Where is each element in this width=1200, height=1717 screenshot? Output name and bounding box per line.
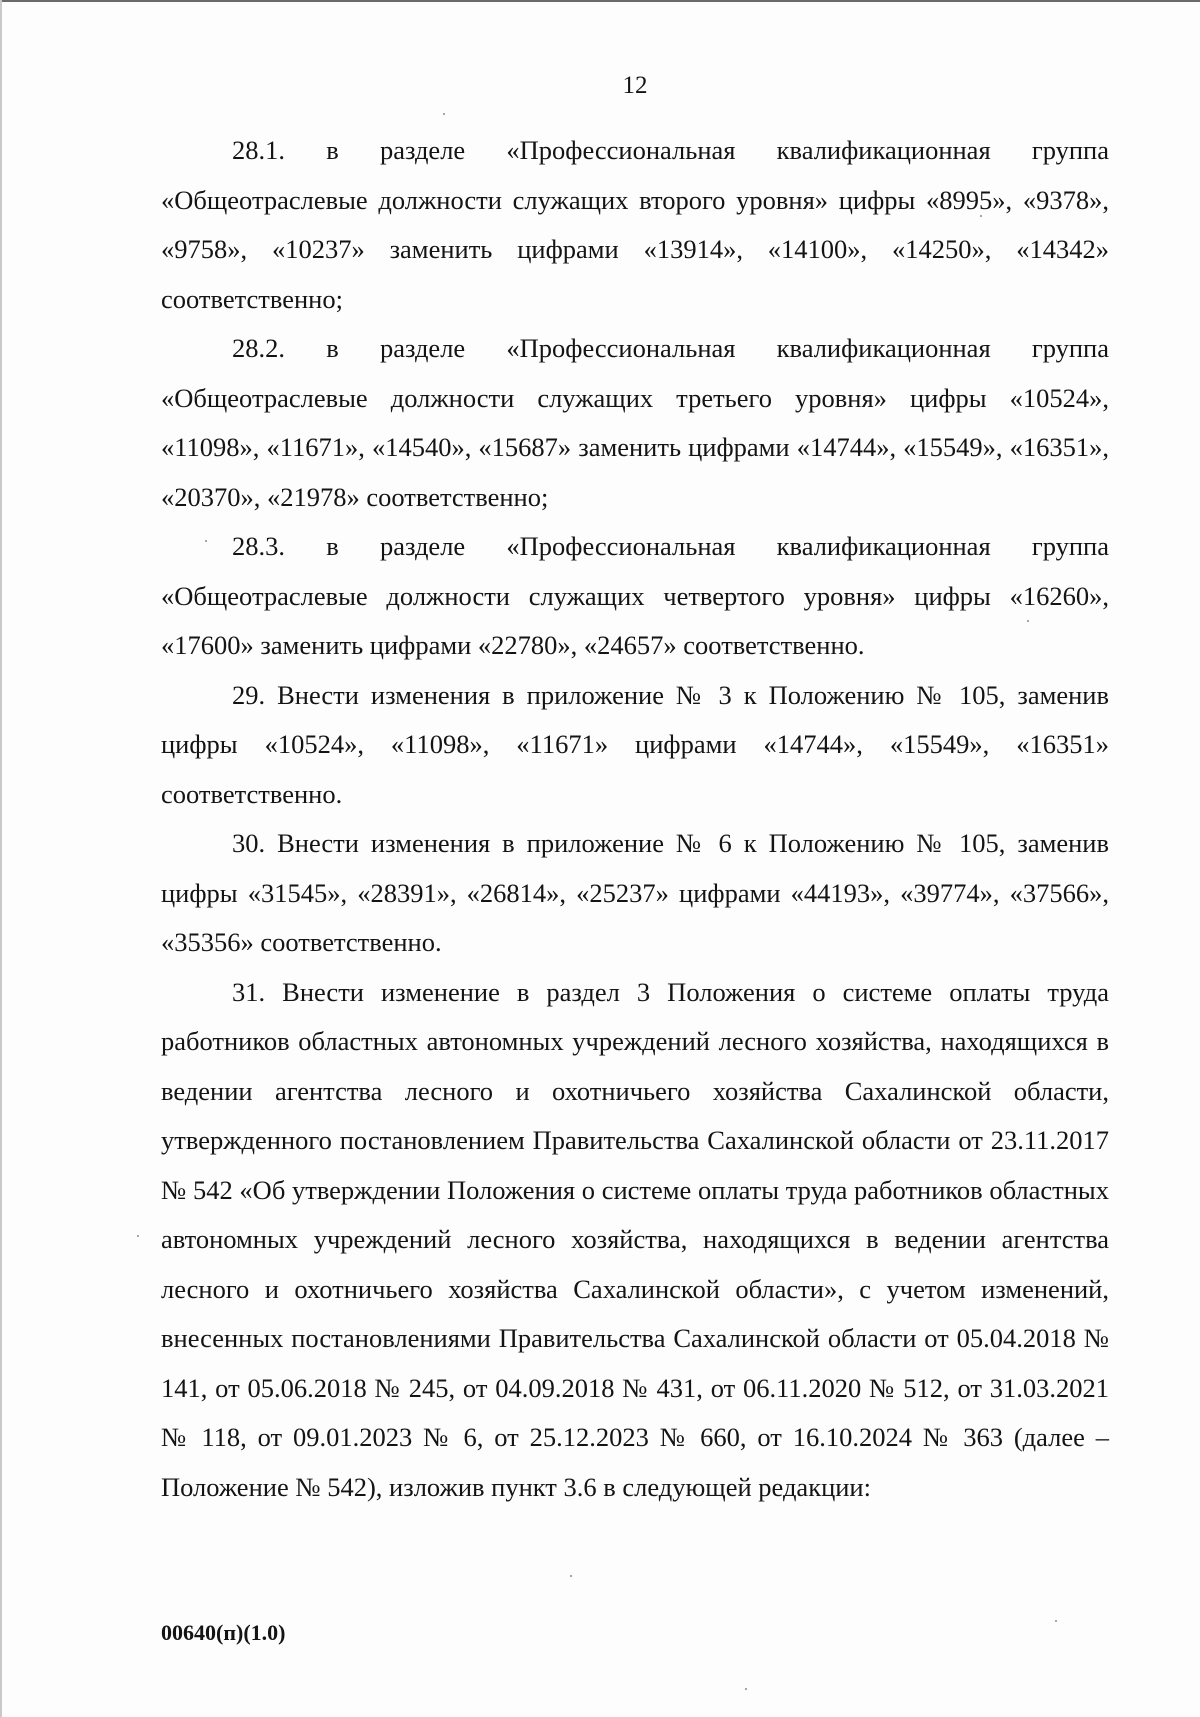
paragraph-29: 29. Внести изменения в приложение № 3 к Положению № 105, заменив цифры «10524», «11098», «11671» цифрами «14744», «15549», «16351» соответственно.	[161, 679, 1109, 809]
scan-speck	[443, 113, 445, 115]
scan-speck	[980, 215, 982, 217]
scan-speck	[570, 1575, 572, 1577]
paragraph-28-2: 28.2. в разделе «Профессиональная квалификационная группа «Общеотраслевые должности служащих третьего уровня» цифры «10524», «11098», «11671», «14540», «15687» заменить цифрами «14744», «15549», «16351», «20370», «21978» соответственно;	[161, 333, 1109, 512]
scan-edge-top	[0, 0, 1200, 2]
scan-speck	[137, 1235, 139, 1237]
scan-speck	[1027, 620, 1029, 622]
document-body	[161, 126, 1109, 1512]
document-code: 00640(п)(1.0)	[161, 1620, 286, 1645]
paragraph-30: 30. Внести изменения в приложение № 6 к Положению № 105, заменив цифры «31545», «28391», «26814», «25237» цифрами «44193», «39774», «37566», «35356» соответственно.	[161, 828, 1109, 957]
paragraph-31: 31. Внести изменение в раздел 3 Положения о системе оплаты труда работников областных автономных учреждений лесного хозяйства, находящихся в ведении агентства лесного и охотничьего хозяйства Сахалинской области, утвержденного постановлением Правительства Сахалинской области от 23.11.2017 № 542 «Об утверждении Положения о системе оплаты труда работников областных автономных учреждений лесного хозяйства, находящихся в ведении агентства лесного и охотничьего хозяйства Сахалинской области», с учетом изменений, внесенных постановлениями Правительства Сахалинской области от 05.04.2018 № 141, от 05.06.2018 № 245, от 04.09.2018 № 431, от 06.11.2020 № 512, от 31.03.2021 № 118, от 09.01.2023 № 6, от 25.12.2023 № 660, от 16.10.2024 № 363 (далее – Положение № 542), изложив пункт 3.6 в следующей редакции:	[161, 976, 1109, 1502]
scan-edge-left	[0, 0, 2, 1717]
scan-speck	[745, 1688, 747, 1690]
page-number: 12	[622, 72, 648, 99]
paragraph-28-1: 28.1. в разделе «Профессиональная квалификационная группа «Общеотраслевые должности служащих второго уровня» цифры «8995», «9378», «9758», «10237» заменить цифрами «13914», «14100», «14250», «14342» соответственно;	[161, 135, 1109, 314]
paragraph-28-3: 28.3. в разделе «Профессиональная квалификационная группа «Общеотраслевые должности служащих четвертого уровня» цифры «16260», «17600» заменить цифрами «22780», «24657» соответственно.	[161, 531, 1109, 660]
scan-speck	[205, 540, 207, 542]
scan-speck	[1055, 1620, 1057, 1622]
